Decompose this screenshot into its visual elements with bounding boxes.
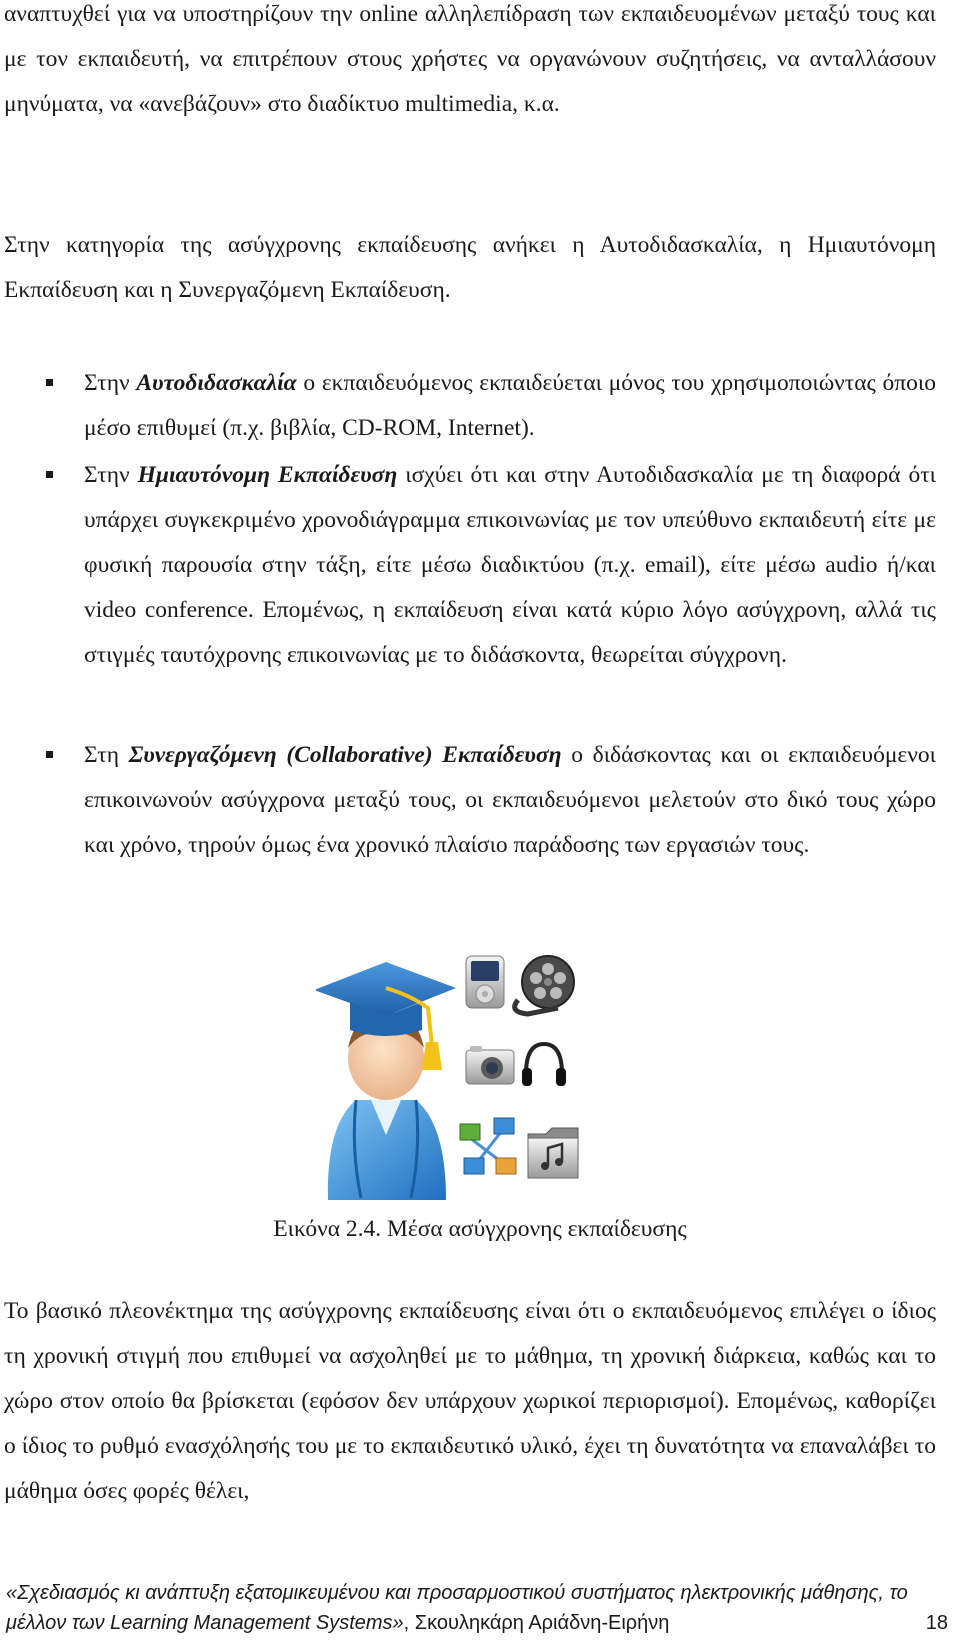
bullet-prefix: Στη	[84, 742, 129, 768]
bullet-term: Ημιαυτόνομη Εκπαίδευση	[137, 462, 398, 488]
paragraph-category: Στην κατηγορία της ασύγχρονης εκπαίδευσης ανήκει η Αυτοδιδασκαλία, η Ημιαυτόνομη Εκπαίδευση και η Συνεργαζόμενη Εκπαίδευση.	[4, 232, 936, 303]
figure-illustration	[316, 950, 616, 1205]
bullet-item-self-study	[84, 361, 936, 451]
bullet-text: ο διδάσκοντας και οι εκπαιδευόμενοι επικοινωνούν ασύγχρονα μεταξύ τους, οι εκπαιδευόμενοι μελετούν στο δικό τους χώρο και χρόνο, τηρούν όμως ένα χρονικό πλαίσιο παράδοσης των εργασιών τους.	[84, 742, 936, 858]
bullet-square-icon	[46, 379, 53, 386]
bullet-prefix: Στην	[84, 462, 138, 488]
figure-async-media	[316, 950, 616, 1205]
bullet-square-icon	[46, 471, 53, 478]
page-number: 18	[925, 1612, 948, 1634]
headphones-icon	[522, 1044, 566, 1086]
bullet-item-semi-autonomous	[84, 453, 936, 678]
bullet-item-collaborative	[84, 733, 936, 868]
bullet-text: ισχύει ότι και στην Αυτοδιδασκαλία με τη διαφορά ότι υπάρχει συγκεκριμένο χρονοδιάγραμμα επικοινωνίας με τον υπεύθυνο εκπαιδευτή είτε με φυσική παρουσία στην τάξη, είτε μέσω διαδικτύου (π.χ. email), είτε μέσω audio ή/και video conference. Επομένως, η εκπαίδευση είναι κατά κύριο λόγο ασύγχρονη, αλλά τις στιγμές ταυτόχρονης επικοινωνίας με το διδάσκοντα, θεωρείται σύγχρονη.	[84, 462, 937, 668]
figure-caption: Εικόνα 2.4. Μέσα ασύγχρονης εκπαίδευσης	[273, 1216, 687, 1242]
music-folder-icon	[528, 1128, 578, 1178]
network-computers-icon	[460, 1118, 516, 1174]
camera-icon	[466, 1046, 514, 1084]
media-player-icon	[466, 956, 504, 1008]
graduate-student-icon	[316, 962, 456, 1200]
paragraph-advantage: Το βασικό πλεονέκτημα της ασύγχρονης εκπαίδευσης είναι ότι ο εκπαιδευόμενος επιλέγει ο ίδιος τη χρονική στιγμή που επιθυμεί να ασχοληθεί με το μάθημα, τη χρονική διάρκεια, καθώς και το χώρο στον οποίο θα βρίσκεται (εφόσον δεν υπάρχουν χωρικοί περιορισμοί). Επομένως, καθορίζει ο ίδιος το ρυθμό ενασχόλησής του με το εκπαιδευτικό υλικό, έχει τη δυνατότητα να επαναλάβει το μάθημα όσες φορές θέλει,	[4, 1298, 936, 1504]
film-reel-icon	[515, 956, 574, 1014]
bullet-text: ο εκπαιδευόμενος εκπαιδεύεται μόνος του χρησιμοποιώντας όποιο μέσο επιθυμεί (π.χ. βιβλία, CD-ROM, Internet).	[84, 370, 936, 441]
paragraph-intro: αναπτυχθεί για να υποστηρίζουν την online αλληλεπίδραση των εκπαιδευομένων μεταξύ τους και με τον εκπαιδευτή, να επιτρέπουν στους χρήστες να οργανώνουν συζητήσεις, να ανταλλάσουν μηνύματα, να «ανεβάζουν» στο διαδίκτυο multimedia, κ.α.	[4, 1, 936, 117]
footer-title: «Σχεδιασμός κι ανάπτυξη εξατομικευμένου και προσαρμοστικού συστήματος ηλεκτρονικής μάθησης, το μέλλον των Learning Management Systems»	[6, 1582, 908, 1634]
page-footer	[6, 1578, 948, 1638]
bullet-square-icon	[46, 751, 53, 758]
footer-author: , Σκουληκάρη Αριάδνη-Ειρήνη	[403, 1612, 670, 1634]
bullet-prefix: Στην	[84, 370, 137, 396]
bullet-term: Αυτοδιδασκαλία	[136, 370, 297, 396]
bullet-term: Συνεργαζόμενη (Collaborative) Εκπαίδευση	[128, 742, 562, 768]
